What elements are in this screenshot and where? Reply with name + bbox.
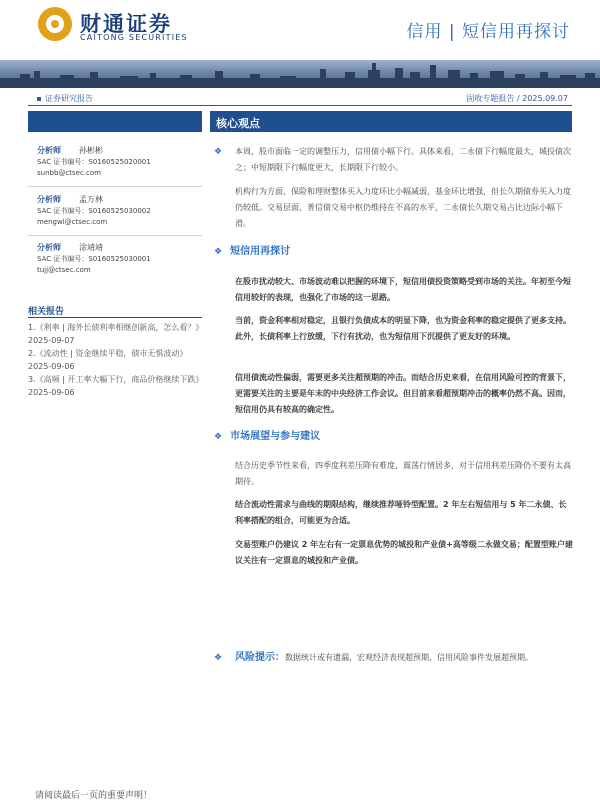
section-heading: ❖ 市场展望与参与建议 bbox=[214, 431, 321, 442]
analyst-name: 孟万林 bbox=[79, 195, 103, 204]
report-title: 信用 | 短信用再探讨 bbox=[406, 22, 570, 42]
section-paragraph: 信用债流动性偏弱，需要更多关注超预期的冲击。而结合历史来看，在信用风险可控的背景下，更需要关注的主要是年末的中央经济工作会议。但目前来看超预期冲击的概率仍然不高。因而，短信用仍具有较高的确定性。 bbox=[235, 373, 571, 414]
company-logo-icon bbox=[38, 7, 72, 41]
section-paragraph: 结合流动性需求与曲线的期限结构，继续推荐哑铃型配置。2 年左右短信用与 5 年二永债、长利率搭配的组合，可能更为合适。 bbox=[235, 500, 567, 525]
section-paragraph: 交易型账户仍建议 2 年左右有一定票息优势的城投和产业债+高等级二永做交易；配置型账户建议关注有一定票息的城投和产业债。 bbox=[235, 540, 573, 565]
analyst-cert: SAC 证书编号：S0160525030001 bbox=[37, 255, 151, 263]
company-name-cn: 财通证券 bbox=[80, 12, 172, 36]
related-reports-list bbox=[28, 321, 208, 399]
city-skyline-banner bbox=[0, 60, 600, 88]
analyst-email[interactable]: sunbb@ctsec.com bbox=[37, 169, 101, 177]
bullet-diamond-icon: ❖ bbox=[214, 147, 223, 157]
core-view-title: 核心观点 bbox=[216, 117, 260, 130]
related-report-link[interactable]: 1.《利率 | 海外长债利率相继创新高，怎么看？》 2025-09-07 bbox=[28, 323, 208, 345]
report-type-label: 证券研究报告 bbox=[37, 93, 93, 104]
analyst-name: 孙彬彬 bbox=[79, 146, 103, 155]
analyst-email[interactable]: mengwl@ctsec.com bbox=[37, 218, 108, 226]
analyst-role: 分析师 bbox=[37, 195, 61, 204]
institution-paragraph: 机构行为方面，保险和理财整体买入力度环比小幅减弱，基金环比增强，但长久期债券买入力度仍较低。交易层面，普信债交易中枢仍维持在不高的水平，二永债长久期交易占比边际小幅下滑。 bbox=[235, 187, 571, 228]
analyst-role: 分析师 bbox=[37, 146, 61, 155]
section-heading: ❖ 短信用再探讨 bbox=[214, 246, 291, 257]
section-paragraph: 结合历史季节性来看，四季度利差压降有难度，震荡行情居多，对于信用利差压降仍不要有太高期待。 bbox=[235, 461, 571, 486]
section-paragraph: 在股市扰动较大、市场波动难以把握的环境下，短信用债投资策略受到市场的关注。年初至今短信用较好的表现，也强化了市场的这一思路。 bbox=[235, 277, 571, 302]
summary-paragraph: 本周，股市面临一定的调整压力，信用债小幅下行。具体来看，二永债下行幅度最大，城投债次之；中短期限下行幅度更大，长期限下行较小。 bbox=[235, 147, 571, 172]
risk-label: 风险提示： bbox=[235, 652, 285, 663]
analyst-card bbox=[37, 242, 151, 276]
footer-disclaimer: 请阅读最后一页的重要声明！ bbox=[35, 791, 153, 801]
analyst-card bbox=[37, 194, 151, 228]
related-report-link[interactable]: 2.《流动性 | 资金继续平稳，债市无惧波动》 2025-09-06 bbox=[28, 349, 192, 371]
risk-warning bbox=[235, 650, 573, 666]
risk-text: 数据统计或有遗漏，宏观经济表现超预期，信用风险事件发展超预期。 bbox=[285, 653, 533, 662]
bullet-diamond-icon: ❖ bbox=[214, 432, 223, 442]
related-reports-divider bbox=[28, 317, 202, 318]
bullet-diamond-icon: ❖ bbox=[214, 653, 223, 663]
header-divider bbox=[28, 105, 572, 106]
analyst-email[interactable]: tujj@ctsec.com bbox=[37, 266, 91, 274]
analyst-cert: SAC 证书编号：S0160525020001 bbox=[37, 158, 151, 166]
related-report-link[interactable]: 3.《高频 | 开工率大幅下行，商品价格继续下跌》 2025-09-06 bbox=[28, 375, 208, 397]
analyst-card bbox=[37, 145, 151, 179]
bullet-diamond-icon: ❖ bbox=[214, 247, 223, 257]
analyst-divider bbox=[28, 186, 202, 187]
analyst-divider bbox=[28, 235, 202, 236]
related-reports-title: 相关报告 bbox=[28, 307, 65, 317]
section-paragraph: 当前，资金利率相对稳定，且银行负债成本的明显下降，也为资金利率的稳定提供了更多支持。此外，长债利率上行放缓，下行有扰动，也为短信用下沉提供了更友好的环境。 bbox=[235, 316, 571, 341]
analyst-cert: SAC 证书编号：S0160525030002 bbox=[37, 207, 151, 215]
company-name-en: CAITONG SECURITIES bbox=[80, 33, 188, 42]
analyst-role: 分析师 bbox=[37, 243, 61, 252]
analyst-header-bar bbox=[28, 111, 202, 132]
analyst-name: 涂靖靖 bbox=[79, 243, 103, 252]
report-category-date: 固收专题报告 / 2025.09.07 bbox=[466, 94, 568, 103]
core-view-header-bar bbox=[210, 111, 572, 132]
